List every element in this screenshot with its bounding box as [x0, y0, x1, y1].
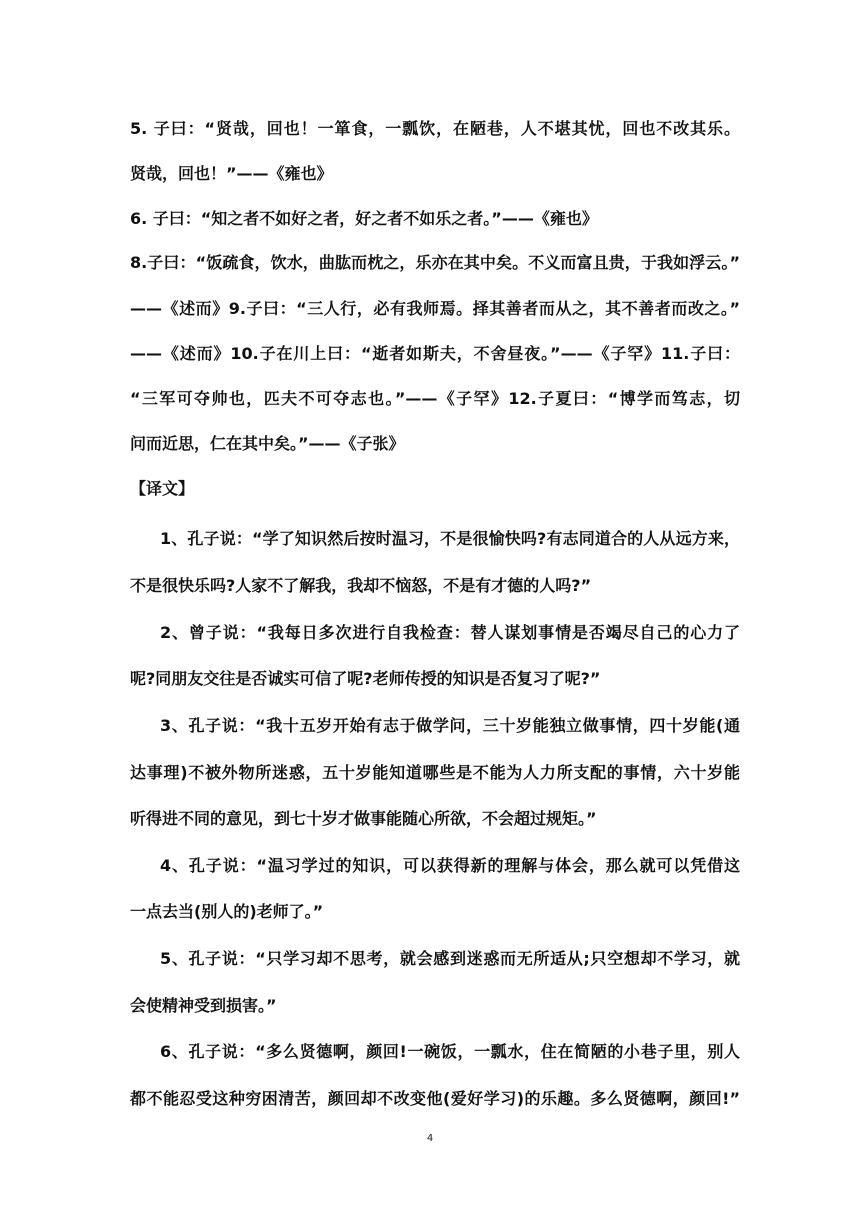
quote-line: 贤哉，回也！”——《雍也》 — [130, 164, 333, 183]
translation-line: 呢?同朋友交往是否诚实可信了呢?老师传授的知识是否复习了呢?” — [130, 669, 601, 688]
page-number: 4 — [426, 1133, 434, 1144]
translation-line: 5、孔子说：“只学习却不思考，就会感到迷惑而无所适从;只空想却不学习，就 — [160, 949, 740, 968]
quote-line: 5. 子曰：“贤哉，回也！一箪食，一瓢饮，在陋巷，人不堪其忧，回也不改其乐。 — [130, 119, 740, 138]
translation-line: 都不能忍受这种穷困清苦，颜回却不改变他(爱好学习)的乐趣。多么贤德啊，颜回!” — [130, 1089, 740, 1108]
section-heading: 【译文】 — [130, 479, 195, 498]
translation-line: 一点去当(别人的)老师了。” — [130, 902, 324, 921]
translation-line: 6、孔子说：“多么贤德啊，颜回!一碗饭，一瓢水，住在简陋的小巷子里，别人 — [160, 1042, 740, 1061]
quote-line: 6. 子曰：“知之者不如好之者，好之者不如乐之者。”——《雍也》 — [130, 209, 598, 228]
translation-line: 听得进不同的意见，到七十岁才做事能随心所欲，不会超过规矩。” — [130, 809, 597, 828]
quote-line: 问而近思，仁在其中矣。”——《子张》 — [130, 434, 405, 453]
quote-line: ——《述而》9.子曰：“三人行，必有我师焉。择其善者而从之，其不善者而改之。” — [130, 299, 740, 318]
translation-line: 1、孔子说：“学了知识然后按时温习，不是很愉快吗?有志同道合的人从远方来， — [160, 529, 740, 548]
translation-line: 达事理)不被外物所迷惑，五十岁能知道哪些是不能为人力所支配的事情，六十岁能 — [130, 763, 740, 782]
quote-line: 8.子曰：“饭疏食，饮水，曲肱而枕之，乐亦在其中矣。不义而富且贵，于我如浮云。” — [130, 253, 740, 272]
quote-line: ——《述而》10.子在川上曰：“逝者如斯夫，不舍昼夜。”——《子罕》11.子曰： — [130, 344, 740, 363]
quote-line: “三军可夺帅也，匹夫不可夺志也。”——《子罕》12.子夏曰：“博学而笃志，切 — [130, 389, 740, 408]
translation-line: 2、曾子说：“我每日多次进行自我检查：替人谋划事情是否竭尽自己的心力了 — [160, 623, 740, 642]
translation-line: 4、孔子说：“温习学过的知识，可以获得新的理解与体会，那么就可以凭借这 — [160, 856, 740, 875]
translation-line: 3、孔子说：“我十五岁开始有志于做学问，三十岁能独立做事情，四十岁能(通 — [160, 716, 740, 735]
translation-line: 不是很快乐吗?人家不了解我，我却不恼怒，不是有才德的人吗?” — [130, 576, 592, 595]
translation-line: 会使精神受到损害。” — [130, 996, 277, 1015]
